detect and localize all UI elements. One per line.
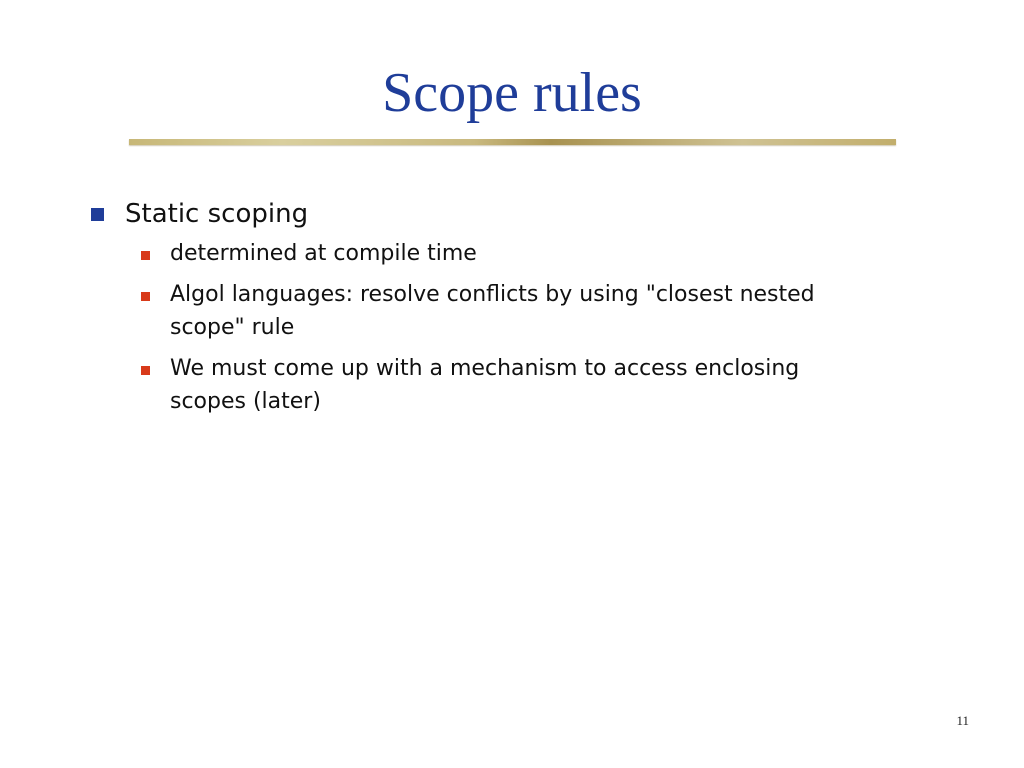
- slide-title: Scope rules: [382, 62, 642, 124]
- sub-bullet-text: Algol languages: resolve conflicts by using "closest nested scope" rule: [170, 282, 815, 340]
- page-number: 11: [956, 713, 969, 728]
- title-divider: [129, 139, 896, 145]
- sub-bullet-text: determined at compile time: [170, 241, 477, 266]
- sub-bullet-list: [88, 237, 928, 418]
- bullet-text: Static scoping: [125, 199, 309, 229]
- sub-bullet-item: [88, 278, 830, 344]
- sub-bullet-item: [88, 237, 830, 270]
- sub-bullet-item: [88, 352, 830, 418]
- square-bullet-icon: [141, 251, 150, 260]
- sub-bullet-text: We must come up with a mechanism to access enclosing scopes (later): [170, 356, 800, 414]
- square-bullet-icon: [141, 366, 150, 375]
- square-bullet-icon: [141, 292, 150, 301]
- square-bullet-icon: [91, 208, 104, 221]
- slide-content: [88, 195, 928, 426]
- bullet-item: [88, 195, 928, 233]
